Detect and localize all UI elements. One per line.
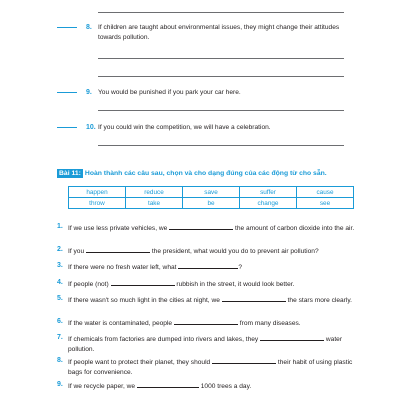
answer-line[interactable] bbox=[98, 110, 344, 111]
word-cell: change bbox=[240, 198, 297, 209]
item-text: You would be punished if you park your car here. bbox=[98, 89, 241, 96]
exercise-header bbox=[57, 170, 327, 177]
word-cell: be bbox=[183, 198, 240, 209]
exercise-badge: Bài 11: bbox=[59, 170, 81, 177]
item-text bbox=[68, 294, 358, 306]
fill-in-blank[interactable] bbox=[137, 380, 199, 388]
item-text-after: ? bbox=[238, 264, 242, 271]
item-text-after: 1000 trees a day. bbox=[200, 383, 252, 390]
word-box bbox=[68, 186, 354, 209]
item-text-after: water pollution. bbox=[68, 336, 343, 353]
answer-line[interactable] bbox=[98, 76, 344, 77]
item-text-before: If you bbox=[68, 248, 85, 255]
word-box-row bbox=[69, 198, 354, 209]
item-text-after: their habit of using plastic bags for convenience. bbox=[68, 359, 353, 376]
fill-in-blank[interactable] bbox=[86, 245, 150, 253]
item-text-after: from many diseases. bbox=[239, 320, 301, 327]
item-text bbox=[68, 261, 358, 273]
answer-line[interactable] bbox=[98, 12, 344, 13]
item-marker-line bbox=[57, 127, 77, 128]
item-text-before: If the water is contaminated, people bbox=[68, 320, 173, 327]
item-text bbox=[68, 333, 358, 355]
item-text bbox=[68, 245, 358, 257]
word-cell: save bbox=[183, 187, 240, 198]
fill-in-blank[interactable] bbox=[174, 317, 238, 325]
item-number: 6. bbox=[57, 318, 63, 325]
item-text-before: If people want to protect their planet, they should bbox=[68, 359, 211, 366]
item-text-before: If we use less private vehicles, we bbox=[68, 225, 168, 232]
word-cell: see bbox=[297, 198, 354, 209]
fill-in-blank[interactable] bbox=[169, 222, 233, 230]
item-text-after: the stars more clearly. bbox=[287, 297, 352, 304]
word-cell: suffer bbox=[240, 187, 297, 198]
item-number: 3. bbox=[57, 262, 63, 269]
item-number: 9. bbox=[86, 89, 92, 96]
word-cell: take bbox=[126, 198, 183, 209]
item-number: 8. bbox=[86, 24, 92, 31]
answer-line[interactable] bbox=[98, 145, 344, 146]
item-number: 2. bbox=[57, 246, 63, 253]
item-number: 1. bbox=[57, 223, 63, 230]
item-text bbox=[68, 356, 358, 378]
item-text-before: If there were no fresh water left, what bbox=[68, 264, 177, 271]
item-text-after: rubbish in the street, it would look better. bbox=[176, 281, 295, 288]
word-cell: throw bbox=[69, 198, 126, 209]
fill-in-blank[interactable] bbox=[212, 356, 276, 364]
item-text bbox=[68, 317, 358, 329]
item-text-before: If we recycle paper, we bbox=[68, 383, 136, 390]
item-number: 8. bbox=[57, 357, 63, 364]
item-text: If you could win the competition, we will have a celebration. bbox=[98, 124, 271, 131]
item-text: If children are taught about environmental issues, they might change their attitudes towards pollution. bbox=[98, 24, 340, 41]
fill-in-blank[interactable] bbox=[222, 294, 286, 302]
word-box-row bbox=[69, 187, 354, 198]
item-number: 10. bbox=[86, 124, 96, 131]
item-text-after: the president, what would you do to prevent air pollution? bbox=[151, 248, 319, 255]
item-marker-line bbox=[57, 92, 77, 93]
answer-line[interactable] bbox=[98, 58, 344, 59]
item-text-before: If there wasn't so much light in the cities at night, we bbox=[68, 297, 220, 304]
fill-in-blank[interactable] bbox=[111, 278, 175, 286]
item-text bbox=[68, 222, 358, 234]
word-cell: cause bbox=[297, 187, 354, 198]
item-number: 7. bbox=[57, 334, 63, 341]
item-text-after: the amount of carbon dioxide into the air. bbox=[235, 225, 355, 232]
item-text bbox=[68, 380, 358, 392]
item-text-before: If people (not) bbox=[68, 281, 109, 288]
fill-in-blank[interactable] bbox=[260, 333, 324, 341]
item-marker-line bbox=[57, 27, 77, 28]
item-number: 4. bbox=[57, 279, 63, 286]
word-cell: happen bbox=[69, 187, 126, 198]
item-text bbox=[68, 278, 358, 290]
word-cell: reduce bbox=[126, 187, 183, 198]
item-text-before: If chemicals from factories are dumped into rivers and lakes, they bbox=[68, 336, 259, 343]
fill-in-blank[interactable] bbox=[178, 261, 238, 269]
item-number: 9. bbox=[57, 381, 63, 388]
exercise-instruction: Hoàn thành các câu sau, chọn và cho dạng đúng của các động từ cho sẵn. bbox=[84, 170, 327, 177]
item-number: 5. bbox=[57, 295, 63, 302]
